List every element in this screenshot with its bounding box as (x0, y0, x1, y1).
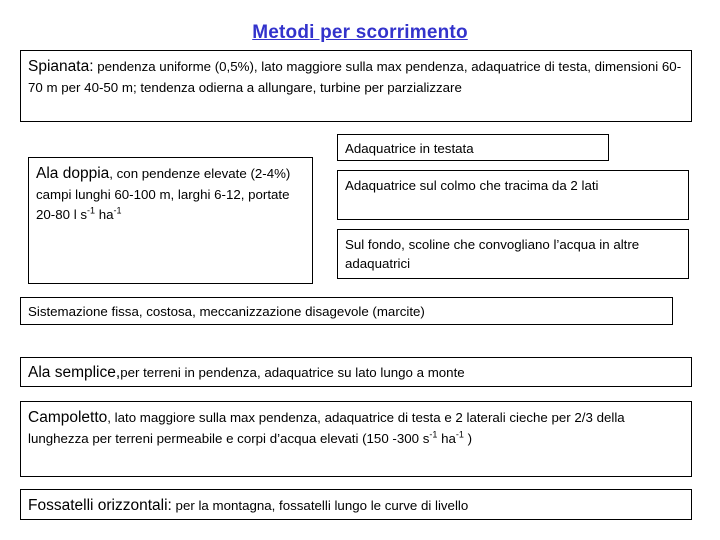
adaquatrice-testata-text: Adaquatrice in testata (345, 141, 474, 156)
page-title: Metodi per scorrimento (252, 22, 468, 43)
campoletto-sup-2: -1 (455, 430, 464, 441)
fondo-scoline-text: Sul fondo, scoline che convogliano l’acqua in altre adaquatrici (345, 237, 640, 272)
content-box-ala-doppia (28, 157, 313, 284)
sistemazione-text: Sistemazione fissa, costosa, meccanizzazione disagevole (marcite) (28, 304, 425, 319)
spianata-text: pendenza uniforme (0,5%), lato maggiore sulla max pendenza, adaquatrice di testa, dimensioni 60-70 m per 40-50 m; tendenza odierna a allungare, turbine per parzializzare (28, 59, 682, 96)
content-box-sistemazione (20, 297, 673, 325)
content-box-adaquatrice-colmo (337, 170, 689, 220)
content-box-campoletto (20, 401, 692, 477)
ala-doppia-sup-2: -1 (113, 205, 122, 216)
content-box-fondo-scoline (337, 229, 689, 279)
campoletto-sup-1: -1 (429, 430, 438, 441)
content-box-fossatelli (20, 489, 692, 520)
fossatelli-text: per la montagna, fossatelli lungo le curve di livello (171, 498, 469, 513)
fossatelli-lead: Fossatelli orizzontali: (28, 497, 172, 514)
content-box-ala-semplice (20, 357, 692, 387)
ala-doppia-text-2: ha (95, 206, 114, 222)
adaquatrice-colmo-text: Adaquatrice sul colmo che tracima da 2 lati (345, 178, 599, 193)
campoletto-text-3: ) (463, 431, 473, 447)
campoletto-text-2: ha (437, 431, 456, 447)
ala-semplice-lead: Ala semplice, (28, 364, 121, 381)
campoletto-lead: Campoletto (28, 409, 108, 426)
spianata-lead: Spianata: (28, 58, 94, 75)
content-box-adaquatrice-testata (337, 134, 609, 161)
content-box-spianata (20, 50, 692, 122)
ala-doppia-sup-1: -1 (87, 205, 96, 216)
ala-doppia-text-1: , con pendenze elevate (2-4%) campi lunghi 60-100 m, larghi 6-12, portate 20-80 l s (36, 166, 291, 222)
ala-doppia-lead: Ala doppia (36, 165, 110, 182)
ala-semplice-text: per terreni in pendenza, adaquatrice su lato lungo a monte (120, 365, 465, 380)
campoletto-text-1: , lato maggiore sulla max pendenza, adaquatrice di testa e 2 laterali cieche per 2/3 della lunghezza per terreni permeabile e corpi d’acqua elevati (150 -300 s (28, 410, 625, 447)
